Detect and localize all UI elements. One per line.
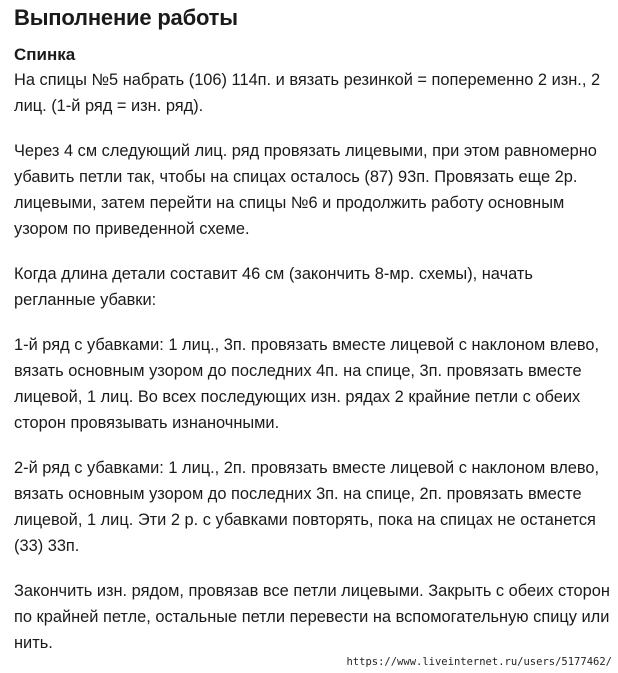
- paragraph-finish: Закончить изн. рядом, провязав все петли лицевыми. Закрыть с обеих сторон по крайней петле, остальные петли перевести на вспомогательную спицу или нить.: [14, 582, 610, 652]
- paragraph-cast-on: На спицы №5 набрать (106) 114п. и вязать резинкой = попеременно 2 изн., 2 лиц. (1-й ряд = изн. ряд).: [14, 71, 601, 115]
- document: [14, 4, 614, 656]
- section-title: Спинка: [14, 45, 76, 64]
- paragraph-decrease: Через 4 см следующий лиц. ряд провязать лицевыми, при этом равномерно убавить петли так, чтобы на спицах осталось (87) 93п. Провязать еще 2р. лицевыми, затем перейти на спицы №6 и продолжить работу основным узором по приведенной схеме.: [14, 142, 597, 238]
- page-title: Выполнение работы: [14, 5, 238, 30]
- paragraph-row-2: 2-й ряд с убавками: 1 лиц., 2п. провязать вместе лицевой с наклоном влево, вязать основным узором до последних 3п. на спице, 2п. провязать вместе лицевой, 1 лиц. Эти 2 р. с убавками повторять, пока на спицах не останется (33) 33п.: [14, 459, 600, 555]
- source-watermark: https://www.liveinternet.ru/users/5177462/: [346, 656, 612, 668]
- paragraph-raglan-start: Когда длина детали составит 46 см (закончить 8-мр. схемы), начать регланные убавки:: [14, 265, 533, 309]
- paragraph-row-1: 1-й ряд с убавками: 1 лиц., 3п. провязать вместе лицевой с наклоном влево, вязать основным узором до последних 4п. на спице, 3п. провязать вместе лицевой, 1 лиц. Во всех последующих изн. рядах 2 крайние петли с обеих сторон провязывать изнаночными.: [14, 336, 600, 432]
